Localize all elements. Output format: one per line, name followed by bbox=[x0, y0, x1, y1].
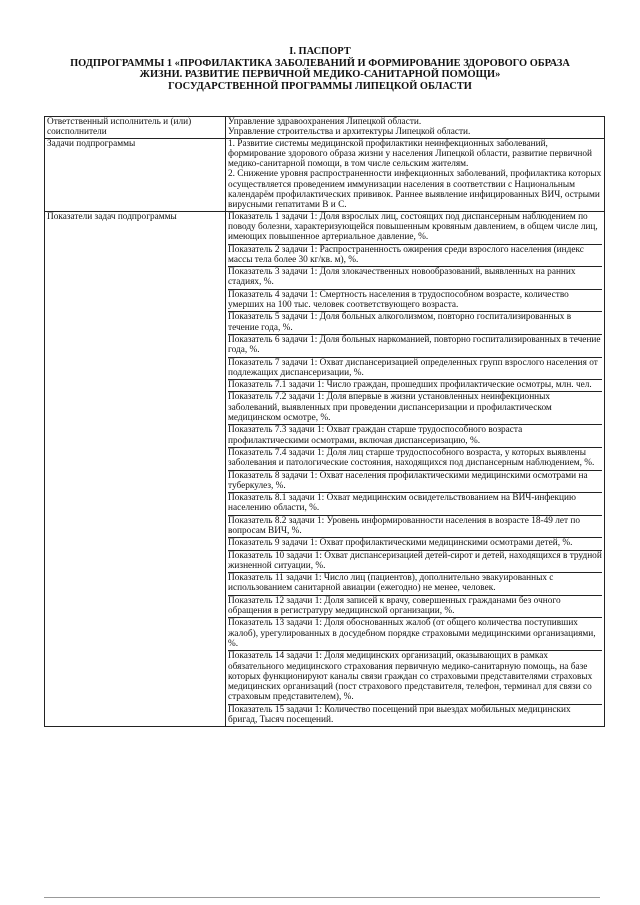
indicator-item: Показатель 8 задачи 1: Охват населения профилактическими медицинскими осмотрами на туберкулез, %. bbox=[228, 471, 602, 494]
indicators-label: Показатели задач подпрограммы bbox=[45, 211, 226, 727]
executor-line: Управление здравоохранения Липецкой области. bbox=[228, 117, 422, 127]
tasks-label: Задачи подпрограммы bbox=[45, 138, 226, 211]
indicator-item: Показатель 10 задачи 1: Охват диспансеризацией детей-сирот и детей, находящихся в трудной жизненной ситуации, %. bbox=[228, 551, 602, 574]
indicator-item: Показатель 4 задачи 1: Смертность населения в трудоспособном возрасте, количество умерших на 100 тыс. человек соответствующего возраста. bbox=[228, 290, 602, 313]
indicator-item: Показатель 13 задачи 1: Доля обоснованных жалоб (от общего количества поступивших жалоб), урегулированных в досудебном порядке страховыми медицинскими организациями, %. bbox=[228, 618, 602, 651]
indicator-item: Показатель 2 задачи 1: Распространенность ожирения среди взрослого населения (индекс массы тела более 30 кг/кв. м), %. bbox=[228, 245, 602, 268]
section-title: I. ПАСПОРТ bbox=[289, 46, 351, 57]
indicator-item: Показатель 7.3 задачи 1: Охват граждан старше трудоспособного возраста профилактическими осмотрами, включая диспансеризацию, %. bbox=[228, 425, 602, 448]
indicator-item: Показатель 15 задачи 1: Количество посещений при выездах мобильных медицинских бригад, Тысяч посещений. bbox=[228, 704, 571, 726]
indicator-item: Показатель 7.4 задачи 1: Доля лиц старше трудоспособного возраста, у которых выявлены заболевания и патологические состояния, находящихся под диспансерным наблюдением, %. bbox=[228, 448, 602, 471]
passport-header bbox=[0, 46, 640, 92]
tasks-value bbox=[226, 138, 605, 211]
indicator-item: Показатель 11 задачи 1: Число лиц (пациентов), дополнительно эвакуированных с использованием санитарной авиации (ежегодно) не менее, человек. bbox=[228, 573, 602, 596]
row-indicators bbox=[45, 211, 605, 727]
executors-label: Ответственный исполнитель и (или) соисполнители bbox=[45, 117, 226, 139]
program-title: ГОСУДАРСТВЕННОЙ ПРОГРАММЫ ЛИПЕЦКОЙ ОБЛАСТИ bbox=[168, 80, 472, 92]
row-executors bbox=[45, 117, 605, 139]
indicator-item: Показатель 8.2 задачи 1: Уровень информированности населения в возрасте 18-49 лет по вопросам ВИЧ, %. bbox=[228, 516, 602, 539]
indicator-item: Показатель 8.1 задачи 1: Охват медицинским освидетельствованием на ВИЧ-инфекцию населению области, %. bbox=[228, 493, 602, 516]
indicator-item: Показатель 6 задачи 1: Доля больных наркоманией, повторно госпитализированных в течение года, %. bbox=[228, 335, 602, 358]
subprogram-title: ПОДПРОГРАММЫ 1 «ПРОФИЛАКТИКА ЗАБОЛЕВАНИЙ И ФОРМИРОВАНИЕ ЗДОРОВОГО ОБРАЗА bbox=[70, 57, 570, 69]
indicator-item: Показатель 1 задачи 1: Доля взрослых лиц, состоящих под диспансерным наблюдением по поводу болезни, характеризующейся повышенным кровяным давлением, в общем числе лиц, имеющих повышенное артериальное давление, %. bbox=[228, 212, 602, 245]
executors-value bbox=[226, 117, 605, 139]
indicator-item: Показатель 5 задачи 1: Доля больных алкоголизмом, повторно госпитализированных в течение года, %. bbox=[228, 312, 602, 335]
indicator-item: Показатель 12 задачи 1: Доля записей к врачу, совершенных гражданами без очного обращения в регистратуру медицинской организации, %. bbox=[228, 596, 602, 619]
indicator-item: Показатель 14 задачи 1: Доля медицинских организаций, оказывающих в рамках обязательного медицинского страхования первичную медико-санитарную помощь, на базе которых функционируют каналы связи граждан со страховыми представителями страховых медицинских организаций (пост страхового представителя, телефон, терминал для связи со страховым представителем), %. bbox=[228, 651, 602, 704]
page-bottom-rule bbox=[44, 897, 600, 898]
indicator-item: Показатель 7 задачи 1: Охват диспансеризацией определенных групп взрослого населения от подлежащих диспансеризации, %. bbox=[228, 358, 602, 381]
indicators-value bbox=[226, 211, 605, 727]
executor-line: Управление строительства и архитектуры Липецкой области. bbox=[228, 127, 471, 138]
passport-table bbox=[44, 116, 605, 727]
subprogram-title-cont: ЖИЗНИ. РАЗВИТИЕ ПЕРВИЧНОЙ МЕДИКО-САНИТАРНОЙ ПОМОЩИ» bbox=[139, 69, 501, 81]
indicator-item: Показатель 9 задачи 1: Охват профилактическими медицинскими осмотрами детей, %. bbox=[228, 538, 602, 550]
indicator-item: Показатель 3 задачи 1: Доля злокачественных новообразований, выявленных на ранних стадиях, %. bbox=[228, 267, 602, 290]
indicator-item: Показатель 7.2 задачи 1: Доля впервые в жизни установленных неинфекционных заболеваний, выявленных при проведении диспансеризации и профилактическом медицинском осмотре, %. bbox=[228, 392, 602, 425]
indicator-item: Показатель 7.1 задачи 1: Число граждан, прошедших профилактические осмотры, млн. чел. bbox=[228, 380, 602, 392]
row-tasks bbox=[45, 138, 605, 211]
task-text: 1. Развитие системы медицинской профилактики неинфекционных заболеваний, формирование здорового образа жизни у населения Липецкой области, развитие первичной медико-санитарной помощи, в том числе сельским жителям. bbox=[228, 138, 592, 170]
task-text: 2. Снижение уровня распространенности инфекционных заболеваний, профилактика которых осуществляется проведением иммунизации населения в соответствии с Национальным календарём профилактических прививок. Раннее выявление инфицированных ВИЧ, острыми вирусными гепатитами В и С. bbox=[228, 169, 602, 211]
